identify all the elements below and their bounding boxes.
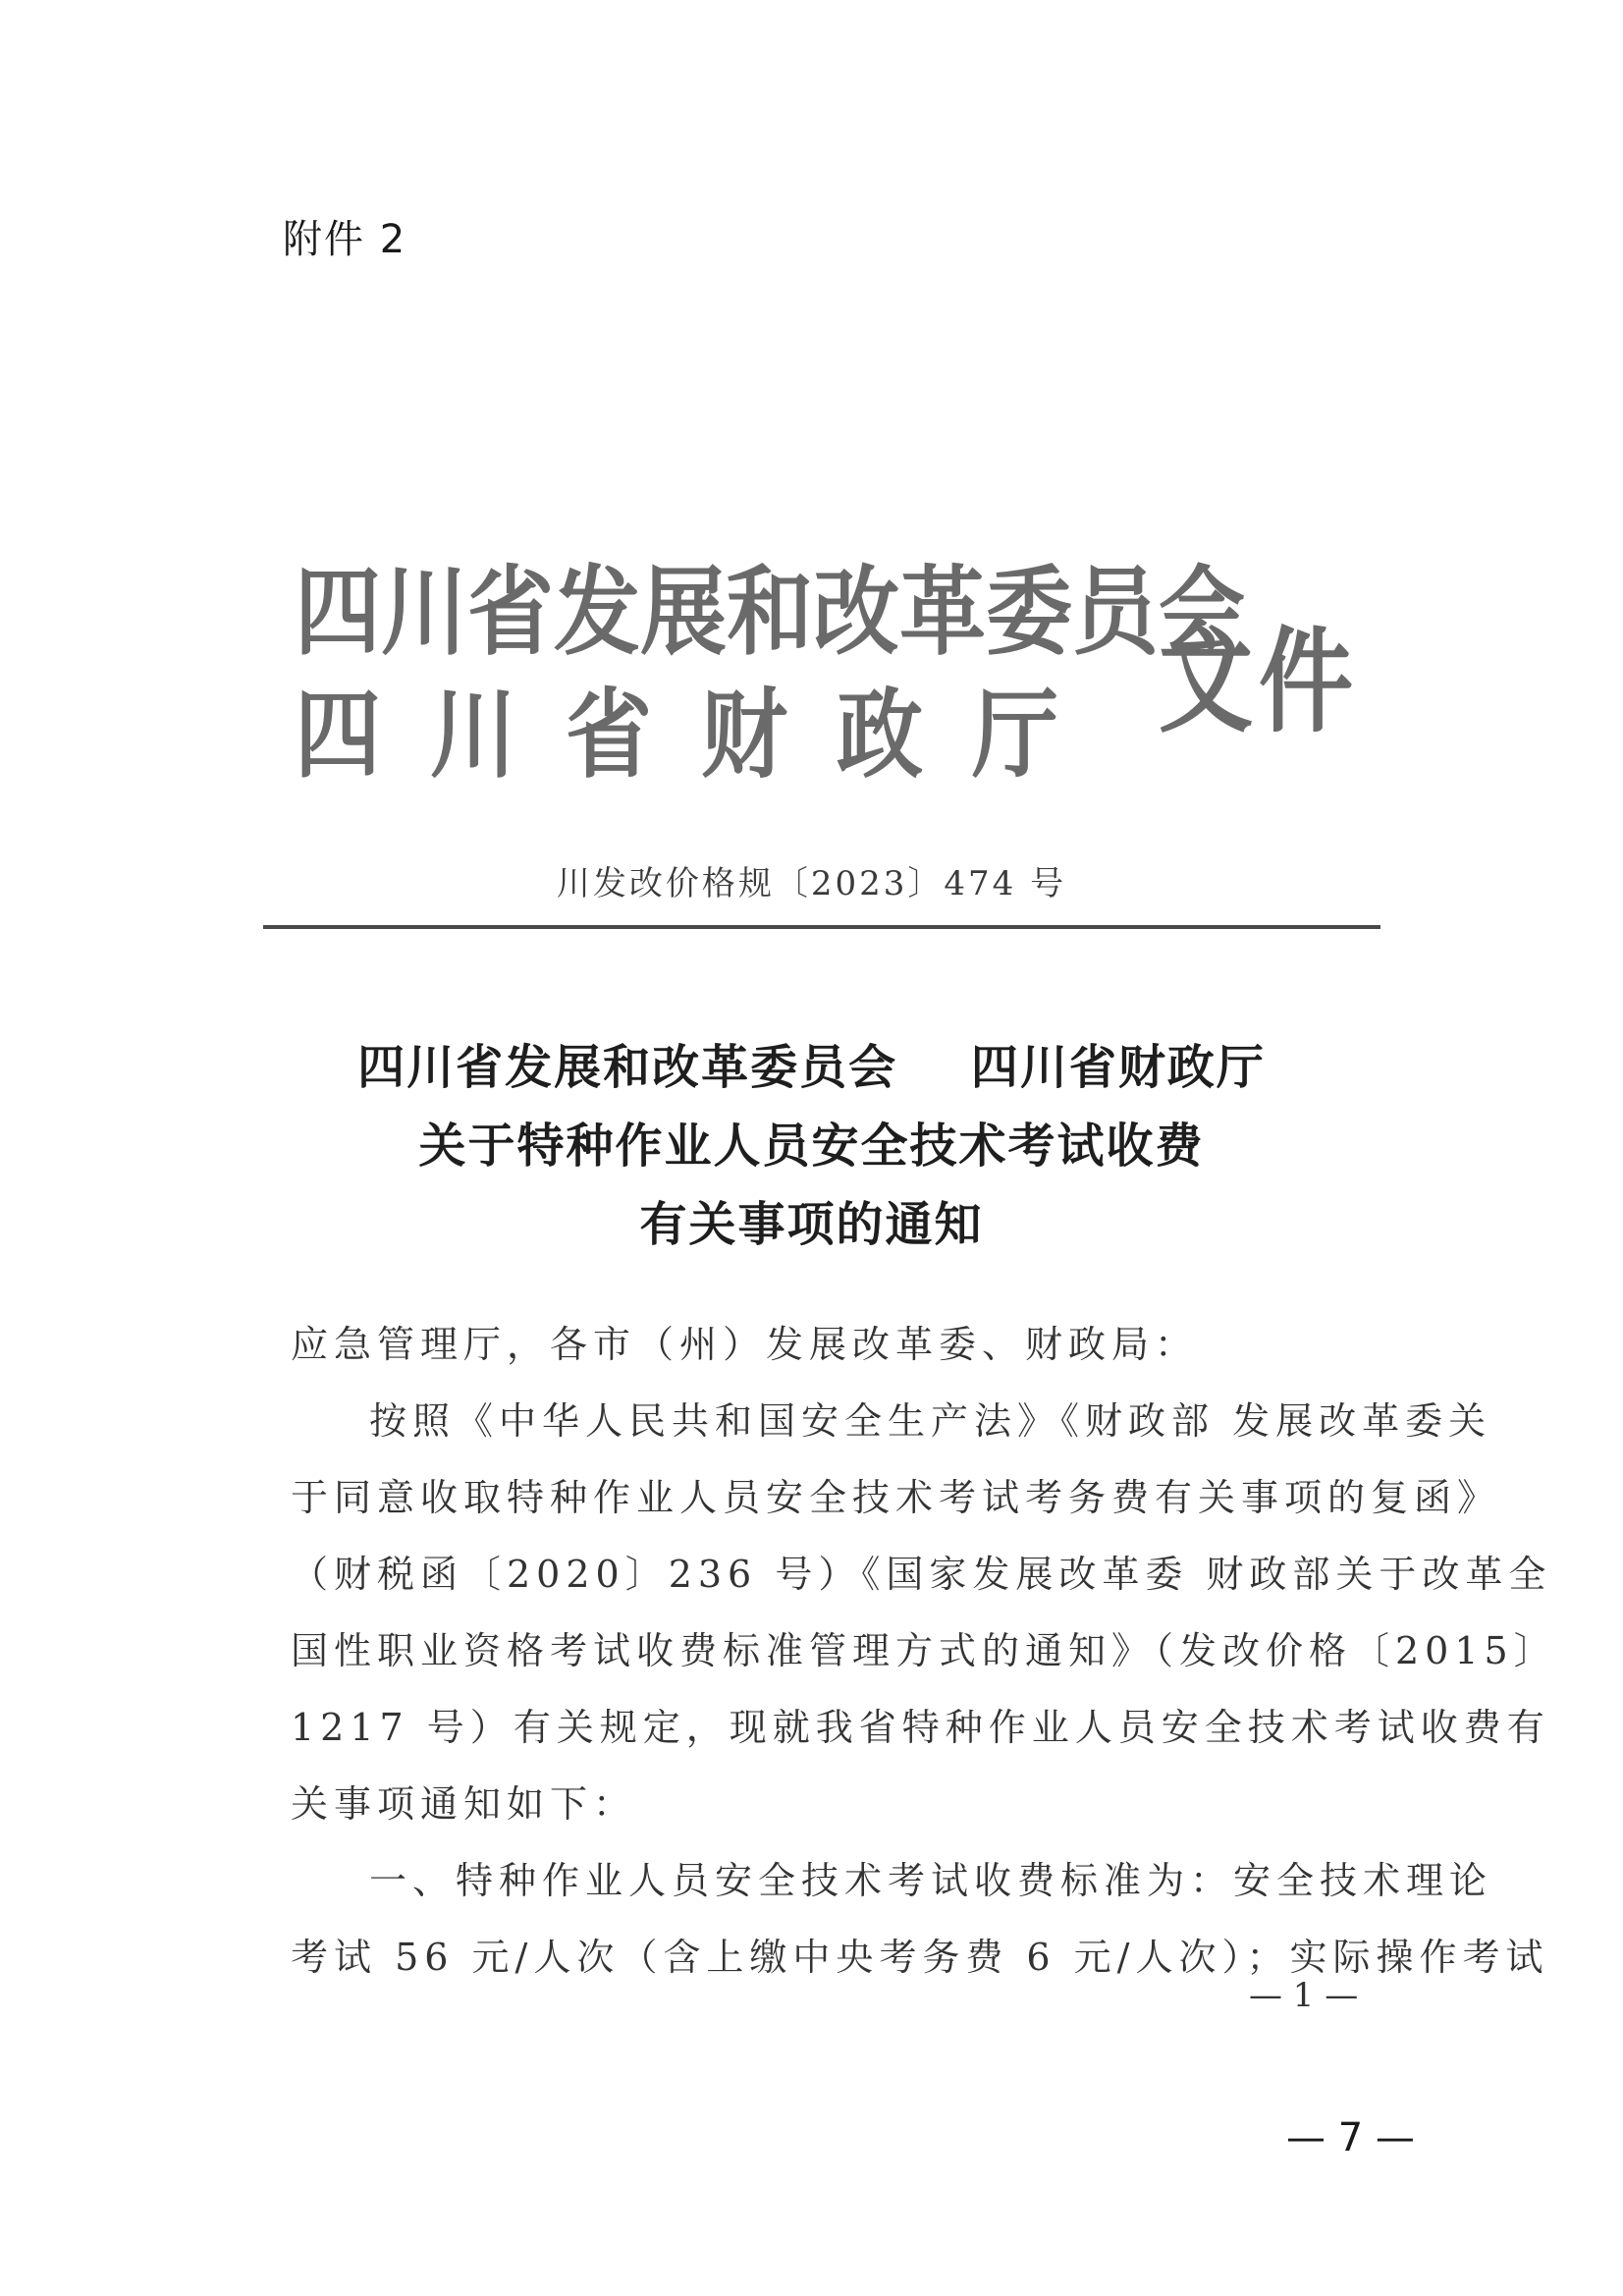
paragraph-line: 按照《中华人民共和国安全生产法》《财政部 发展改革委关	[369, 1399, 1492, 1443]
paragraph-line: 1217 号）有关规定，现就我省特种作业人员安全技术考试收费有	[291, 1706, 1550, 1749]
attachment-label: 附件 2	[283, 217, 407, 262]
header-divider	[263, 925, 1380, 929]
paragraph-line: （财税函〔2020〕236 号）《国家发展改革委 财政部关于改革全	[291, 1553, 1552, 1596]
document-number: 川发改价格规〔2023〕474 号	[556, 864, 1067, 903]
issuer-header	[295, 535, 1375, 791]
title-line-1: 四川省发展和改革委员会 四川省财政厅	[357, 1040, 1266, 1095]
title-line-2: 关于特种作业人员安全技术考试收费	[418, 1119, 1205, 1174]
outer-page-number: — 7 —	[1286, 2115, 1415, 2160]
paragraph-line: 国性职业资格考试收费标准管理方式的通知》（发改价格〔2015〕	[291, 1629, 1557, 1672]
paragraph-line: 关事项通知如下：	[291, 1782, 637, 1826]
title-line-3: 有关事项的通知	[639, 1197, 984, 1252]
issuer-name-2: 四川省财政厅	[295, 678, 1109, 792]
paragraph-line: 于同意收取特种作业人员安全技术考试考务费有关事项的复函》	[291, 1476, 1501, 1519]
salutation: 应急管理厅，各市（州）发展改革委、财政局：	[291, 1323, 1199, 1366]
paragraph-line: 一、特种作业人员安全技术考试收费标准为：安全技术理论	[369, 1859, 1493, 1902]
issuer-suffix: 文件	[1159, 616, 1359, 748]
paragraph-line: 考试 56 元/人次（含上缴中央考务费 6 元/人次）；实际操作考试	[291, 1936, 1549, 1979]
issuer-name-1: 四川省发展和改革委员会	[295, 555, 1246, 669]
inner-page-number: — 1 —	[1249, 1976, 1359, 2015]
